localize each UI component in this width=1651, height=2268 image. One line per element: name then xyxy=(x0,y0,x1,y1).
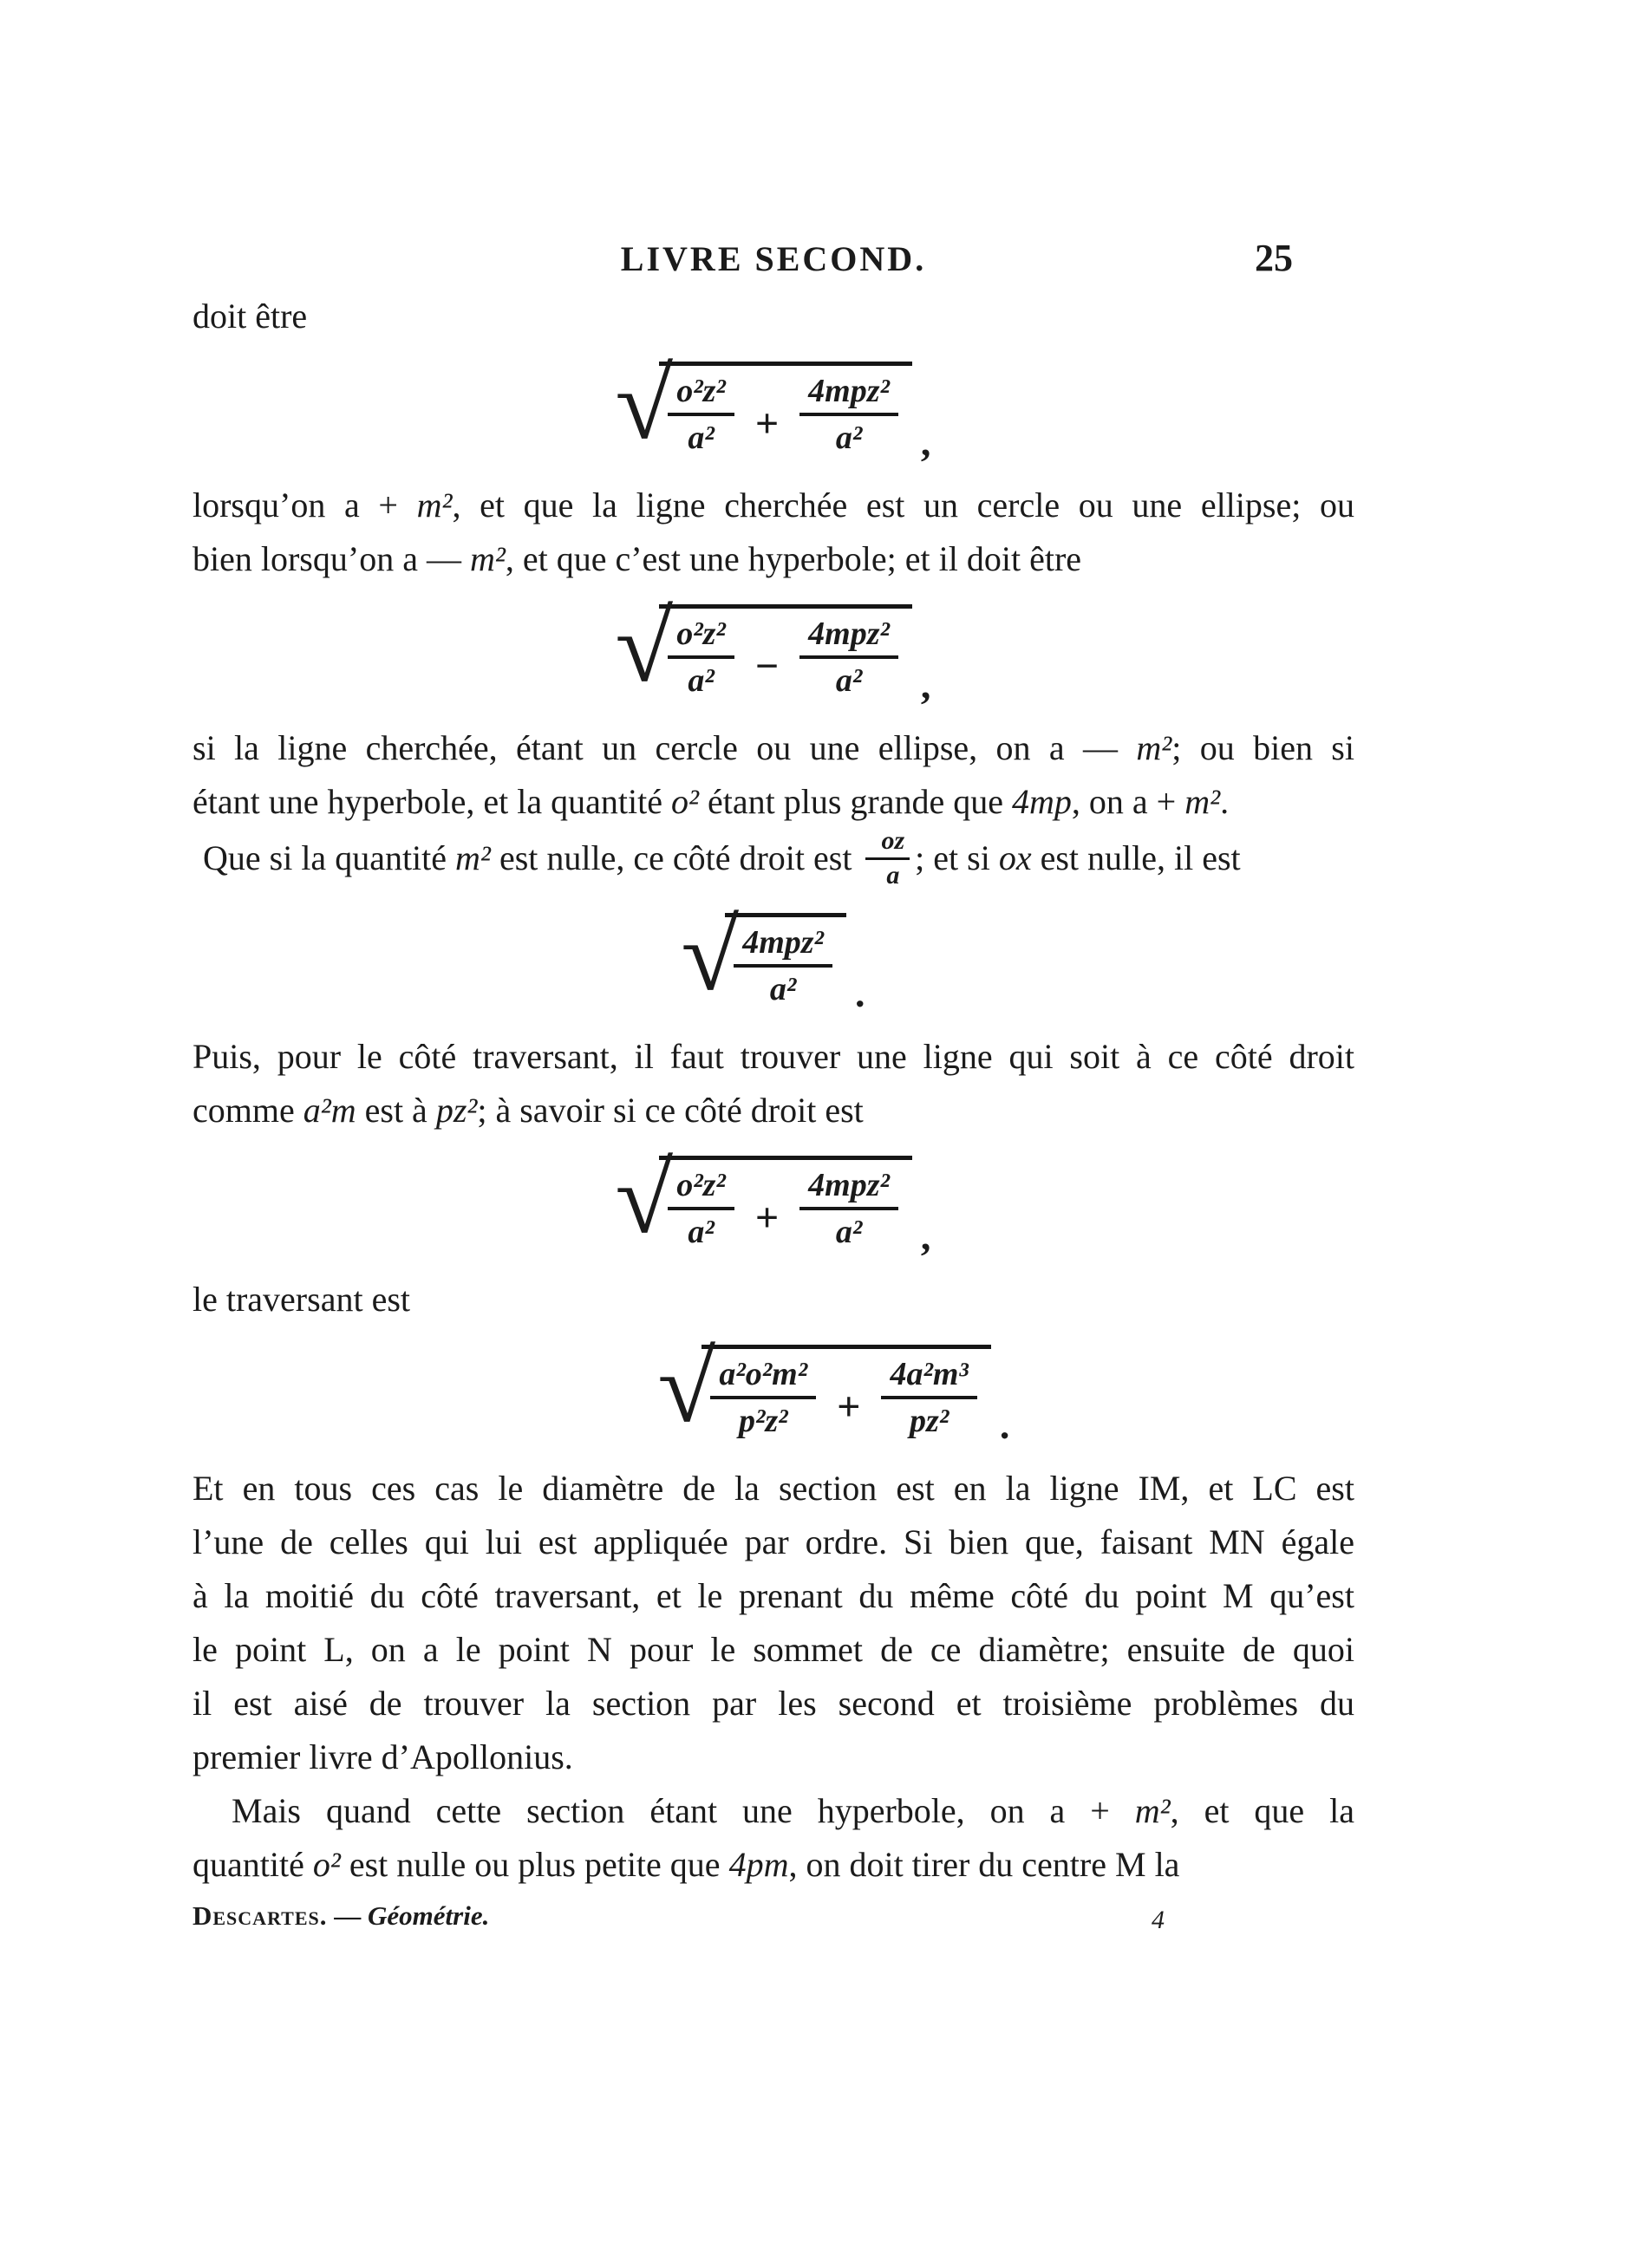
footer-work-title: Géométrie. xyxy=(368,1900,490,1931)
radicand xyxy=(725,913,846,1009)
text-line xyxy=(193,290,1354,343)
math-token: pz² xyxy=(435,1091,478,1130)
radical-sign-icon: √ xyxy=(680,901,739,1012)
fraction-numerator: 4mpz² xyxy=(734,922,832,968)
text-segment: , et que la ligne cherchée est un cercle ou une ellipse; ou xyxy=(452,486,1354,525)
fraction xyxy=(734,922,832,1009)
footer-author: Descartes. xyxy=(193,1900,328,1931)
formula-punctuation: . xyxy=(854,970,865,1015)
text-segment: lorsqu’on a + xyxy=(193,486,417,525)
fraction-numerator: 4mpz² xyxy=(799,1165,898,1210)
text-line xyxy=(193,826,1354,895)
text-line xyxy=(193,1273,1354,1326)
fraction-numerator: o²z² xyxy=(668,1165,734,1210)
text-segment: est nulle, il est xyxy=(1031,838,1241,878)
text-segment: est nulle, ce côté droit est xyxy=(490,838,861,878)
fraction xyxy=(710,1354,816,1441)
text-segment: , et que c’est une hyperbole; et il doit être xyxy=(505,539,1082,578)
radical-sign-icon: √ xyxy=(614,349,673,460)
text-line xyxy=(193,1730,1354,1784)
text-line xyxy=(193,1677,1354,1730)
text-line xyxy=(193,1838,1354,1892)
radicand xyxy=(659,604,912,701)
running-header xyxy=(193,239,1354,283)
square-root xyxy=(657,1333,991,1445)
text-flow xyxy=(193,290,1354,1892)
fraction-denominator: a xyxy=(886,861,900,890)
text-segment: il est aisé de trouver la section par les second et troisième problèmes du xyxy=(193,1684,1354,1723)
paragraph xyxy=(193,479,1354,586)
text-line xyxy=(193,1030,1354,1084)
text-line xyxy=(193,1784,1354,1838)
formula-punctuation: , xyxy=(920,419,931,464)
fraction-numerator: o²z² xyxy=(668,371,734,416)
text-line xyxy=(193,1515,1354,1569)
radical-sign-icon: √ xyxy=(614,592,673,703)
text-segment: , on doit tirer du centre M la xyxy=(788,1845,1180,1884)
text-line xyxy=(193,1462,1354,1515)
text-segment: bien lorsqu’on a — xyxy=(193,539,470,578)
square-root xyxy=(614,1144,912,1256)
fraction xyxy=(668,614,734,701)
math-formula xyxy=(193,349,1354,472)
math-token: m² xyxy=(1184,782,1221,821)
fraction xyxy=(881,1354,976,1441)
math-formula xyxy=(193,903,1354,1023)
text-segment: Puis, pour le côté traversant, il faut trouver une ligne qui soit à ce côté droit xyxy=(193,1037,1354,1076)
text-segment: , on a + xyxy=(1071,782,1185,821)
math-token: 4pm xyxy=(728,1845,789,1884)
fraction-denominator: a² xyxy=(688,1214,715,1250)
fraction xyxy=(668,371,734,458)
content-column xyxy=(193,239,1354,1892)
text-segment: Mais quand cette section étant une hyperbole, on a + xyxy=(232,1791,1135,1830)
fraction-denominator: a² xyxy=(835,1214,863,1250)
math-token: a²m xyxy=(303,1091,356,1130)
math-token: ox xyxy=(998,838,1032,878)
radical-sign-icon: √ xyxy=(657,1333,715,1444)
math-token: m² xyxy=(469,539,506,578)
text-segment: ; à savoir si ce côté droit est xyxy=(477,1091,864,1130)
math-token: o² xyxy=(671,782,700,821)
paragraph xyxy=(193,1784,1354,1892)
text-segment: Et en tous ces cas le diamètre de la section est en la ligne IM, et LC est xyxy=(193,1469,1354,1508)
text-segment: , et que la xyxy=(1170,1791,1354,1830)
fraction-denominator: p²z² xyxy=(738,1403,788,1439)
square-root xyxy=(680,901,846,1013)
text-segment: l’une de celles qui lui est appliquée par ordre. Si bien que, faisant MN égale xyxy=(193,1522,1354,1561)
text-segment: ; et si xyxy=(915,838,999,878)
fraction-denominator: a² xyxy=(688,662,715,699)
operator-sign: + xyxy=(754,400,780,446)
formula-punctuation: , xyxy=(920,662,931,707)
paragraph xyxy=(193,826,1354,895)
text-line xyxy=(193,721,1354,775)
text-line xyxy=(193,775,1354,829)
fraction-numerator: oz xyxy=(865,825,910,860)
text-segment: est nulle ou plus petite que xyxy=(340,1845,729,1884)
fraction-numerator: 4a²m³ xyxy=(881,1354,976,1399)
fraction-denominator: a² xyxy=(835,662,863,699)
math-formula xyxy=(193,592,1354,714)
square-root xyxy=(614,592,912,705)
text-segment: à la moitié du côté traversant, et le prenant du même côté du point M qu’est xyxy=(193,1576,1354,1615)
operator-sign: − xyxy=(754,642,780,689)
fraction-numerator: 4mpz² xyxy=(799,371,898,416)
square-root xyxy=(614,349,912,462)
signature-mark: 4 xyxy=(1152,1906,1165,1934)
text-segment: étant une hyperbole, et la quantité xyxy=(193,782,672,821)
fraction-denominator: pz² xyxy=(910,1403,949,1439)
math-token: o² xyxy=(312,1845,341,1884)
paragraph xyxy=(193,1030,1354,1137)
math-token: 4mp xyxy=(1012,782,1072,821)
standalone-line xyxy=(193,1273,1354,1326)
formula-punctuation: . xyxy=(999,1402,1010,1447)
fraction-denominator: a² xyxy=(769,971,797,1007)
text-segment: étant plus grande que xyxy=(699,782,1013,821)
page-number: 25 xyxy=(1255,237,1293,279)
text-segment: le traversant est xyxy=(193,1280,410,1319)
math-token: m² xyxy=(455,838,491,878)
math-token: m² xyxy=(416,486,453,525)
text-line xyxy=(193,1084,1354,1137)
math-token: m² xyxy=(1136,728,1172,767)
footer-dash: — xyxy=(327,1900,369,1931)
formula-punctuation: , xyxy=(920,1213,931,1258)
text-segment: . xyxy=(1220,782,1230,821)
math-token: m² xyxy=(1134,1791,1171,1830)
text-segment: premier livre d’Apollonius. xyxy=(193,1737,573,1776)
text-line xyxy=(193,1623,1354,1677)
operator-sign: + xyxy=(837,1383,861,1430)
text-line xyxy=(193,479,1354,532)
fraction xyxy=(865,825,910,891)
text-segment: Que si la quantité xyxy=(203,838,456,878)
text-segment: le point L, on a le point N pour le sommet de ce diamètre; ensuite de quoi xyxy=(193,1630,1354,1669)
text-segment: comme xyxy=(193,1091,303,1130)
fraction xyxy=(668,1165,734,1252)
fraction xyxy=(799,1165,898,1252)
footer xyxy=(193,1900,1354,1952)
text-segment: si la ligne cherchée, étant un cercle ou une ellipse, on a — xyxy=(193,728,1137,767)
fraction-numerator: a²o²m² xyxy=(710,1354,816,1399)
fraction xyxy=(799,614,898,701)
math-formula xyxy=(193,1146,1354,1266)
page-title: LIVRE SECOND. xyxy=(620,239,927,278)
text-line xyxy=(193,532,1354,586)
radicand xyxy=(659,362,912,458)
radicand xyxy=(702,1345,990,1441)
paragraph xyxy=(193,721,1354,829)
standalone-line xyxy=(193,290,1354,343)
fraction-numerator: 4mpz² xyxy=(799,614,898,659)
fraction-denominator: a² xyxy=(835,420,863,456)
fraction-denominator: a² xyxy=(688,420,715,456)
operator-sign: + xyxy=(754,1194,780,1241)
fraction-numerator: o²z² xyxy=(668,614,734,659)
text-segment: doit être xyxy=(193,297,308,336)
fraction xyxy=(799,371,898,458)
math-formula xyxy=(253,1335,1415,1455)
text-segment: ; ou bien si xyxy=(1171,728,1354,767)
radical-sign-icon: √ xyxy=(614,1144,673,1255)
radicand xyxy=(659,1156,912,1252)
text-line xyxy=(193,1569,1354,1623)
paragraph xyxy=(193,1462,1354,1784)
text-segment: quantité xyxy=(193,1845,313,1884)
text-segment: est à xyxy=(356,1091,436,1130)
